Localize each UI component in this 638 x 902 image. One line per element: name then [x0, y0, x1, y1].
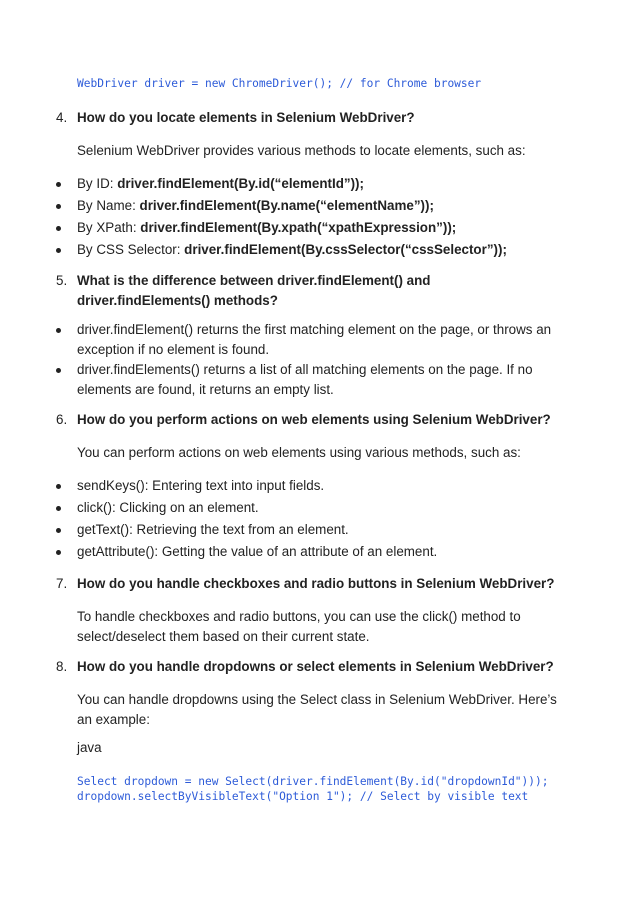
q8-answer: You can handle dropdowns using the Select class in Selenium WebDriver. Here’s an example:	[77, 692, 557, 727]
locator-code: driver.findElement(By.xpath(“xpathExpression”));	[140, 220, 457, 235]
bullet-icon	[56, 226, 61, 231]
question-title: How do you perform actions on web elements using Selenium WebDriver?	[77, 412, 551, 427]
list-item-text: sendKeys(): Entering text into input fields.	[77, 478, 325, 493]
question-5	[56, 271, 556, 311]
bullet-icon	[56, 484, 61, 489]
question-title: How do you locate elements in Selenium WebDriver?	[77, 110, 415, 125]
question-number: 4.	[56, 110, 68, 125]
list-item-text: click(): Clicking on an element.	[77, 500, 259, 515]
locator-label: By CSS Selector:	[77, 242, 185, 257]
bullet-icon	[56, 328, 61, 333]
list-item	[56, 320, 556, 360]
q6-intro: You can perform actions on web elements using various methods, such as:	[77, 445, 521, 460]
locator-code: driver.findElement(By.id(“elementId”));	[117, 176, 364, 191]
question-8	[56, 657, 556, 677]
list-item	[56, 174, 556, 194]
list-item	[56, 498, 556, 518]
locator-label: By XPath:	[77, 220, 141, 235]
code-snippet-chrome-driver: WebDriver driver = new ChromeDriver(); // for Chrome browser	[77, 77, 482, 90]
question-6	[56, 410, 556, 430]
q7-answer: To handle checkboxes and radio buttons, you can use the click() method to select/deselect them based on their current state.	[77, 609, 521, 644]
list-item-text: driver.findElements() returns a list of all matching elements on the page. If no elements are found, it returns an empty list.	[77, 362, 533, 397]
list-item	[56, 542, 556, 562]
bullet-icon	[56, 506, 61, 511]
list-item	[56, 360, 556, 400]
question-7	[56, 574, 556, 594]
bullet-icon	[56, 368, 61, 373]
bullet-icon	[56, 550, 61, 555]
locator-label: By Name:	[77, 198, 140, 213]
list-item-text: getText(): Retrieving the text from an element.	[77, 522, 349, 537]
bullet-icon	[56, 204, 61, 209]
code-language-label: java	[77, 740, 102, 755]
list-item	[56, 196, 556, 216]
bullet-icon	[56, 528, 61, 533]
question-title: How do you handle dropdowns or select elements in Selenium WebDriver?	[77, 659, 554, 674]
locator-code: driver.findElement(By.cssSelector(“cssSelector”));	[184, 242, 507, 257]
q4-intro: Selenium WebDriver provides various methods to locate elements, such as:	[77, 143, 526, 158]
list-item-text: getAttribute(): Getting the value of an attribute of an element.	[77, 544, 438, 559]
list-item	[56, 520, 556, 540]
question-title: How do you handle checkboxes and radio buttons in Selenium WebDriver?	[77, 576, 555, 591]
list-item	[56, 218, 556, 238]
question-4	[56, 108, 556, 128]
question-title: What is the difference between driver.findElement() and driver.findElements() methods?	[77, 273, 431, 308]
bullet-icon	[56, 248, 61, 253]
question-number: 5.	[56, 273, 68, 288]
list-item	[56, 240, 556, 260]
locator-label: By ID:	[77, 176, 118, 191]
question-number: 7.	[56, 576, 68, 591]
code-snippet-select-line-2: dropdown.selectByVisibleText("Option 1"); // Select by visible text	[77, 790, 529, 803]
code-snippet-select-line-1: Select dropdown = new Select(driver.findElement(By.id("dropdownId")));	[77, 775, 549, 788]
list-item	[56, 476, 556, 496]
question-number: 8.	[56, 659, 68, 674]
question-number: 6.	[56, 412, 68, 427]
list-item-text: driver.findElement() returns the first matching element on the page, or throws an exception if no element is found.	[77, 322, 552, 357]
locator-code: driver.findElement(By.name(“elementName”));	[139, 198, 434, 213]
bullet-icon	[56, 182, 61, 187]
